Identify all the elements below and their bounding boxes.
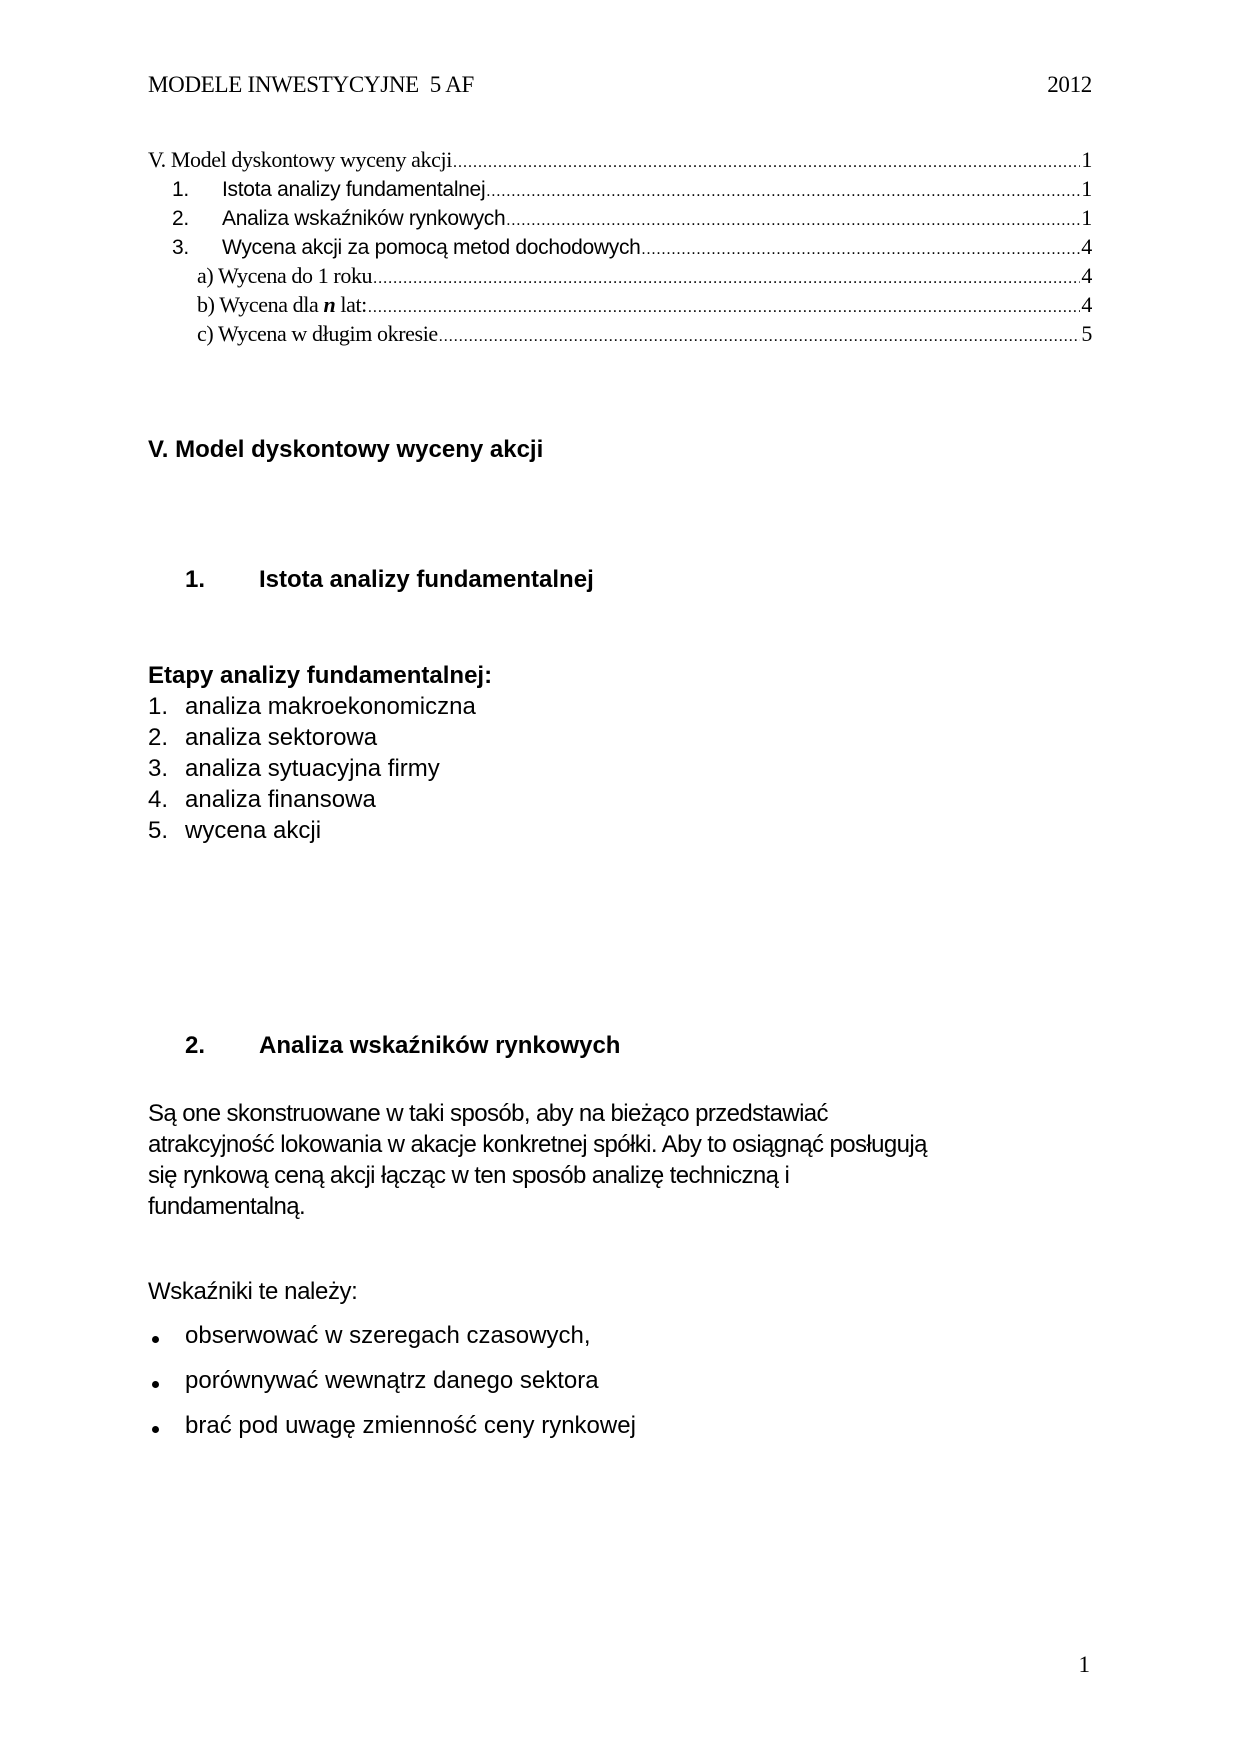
list-item-text: porównywać wewnątrz danego sektora <box>185 1367 599 1394</box>
header-year: 2012 <box>1047 72 1092 97</box>
toc-label-prefix: b) Wycena dla <box>197 292 324 317</box>
toc-entry-page: 1 <box>1081 176 1092 201</box>
list-item <box>148 693 492 724</box>
subsection-heading <box>185 566 594 594</box>
toc-entry[interactable] <box>148 234 1092 263</box>
toc-leader-dots <box>486 183 1080 201</box>
toc-leader-dots <box>453 154 1080 172</box>
section-title: V. Model dyskontowy wyceny akcji <box>148 436 544 463</box>
toc-entry[interactable] <box>148 176 1092 205</box>
toc-label-italic: n <box>323 292 336 317</box>
subsection-number: 2. <box>185 1032 206 1059</box>
list-item <box>148 1322 636 1367</box>
toc-leader-dots <box>439 328 1081 346</box>
toc-leader-dots <box>642 241 1081 259</box>
header-title: MODELE INWESTYCYJNE 5 AF <box>148 72 474 97</box>
list-item-text: brać pod uwagę zmienność ceny rynkowej <box>185 1412 636 1439</box>
stages-heading: Etapy analizy fundamentalnej: <box>148 662 493 689</box>
toc-entry-label: Istota analizy fundamentalnej <box>222 178 486 201</box>
toc-entry-page: 4 <box>1081 263 1092 288</box>
toc-entry-label: Analiza wskaźników rynkowych <box>222 207 506 230</box>
list-item-text: analiza makroekonomiczna <box>185 693 476 720</box>
toc-entry-label: Wycena akcji za pomocą metod dochodowych <box>222 236 641 259</box>
subsection-heading <box>185 1032 620 1060</box>
toc-entry-label <box>197 292 367 318</box>
toc-entry-page: 4 <box>1081 234 1092 259</box>
list-item <box>148 786 492 817</box>
body-paragraph <box>148 1098 1098 1222</box>
toc-entry[interactable] <box>148 205 1092 234</box>
bullet-icon <box>148 1367 185 1397</box>
subsection-title: Istota analizy fundamentalnej <box>259 566 594 593</box>
toc-leader-dots <box>506 212 1080 230</box>
list-item-text: analiza finansowa <box>185 786 376 813</box>
list-item-text: wycena akcji <box>185 817 322 844</box>
toc-entry-page: 1 <box>1081 147 1092 172</box>
toc-entry-page: 1 <box>1081 205 1092 230</box>
stages-list <box>148 662 492 848</box>
page-header <box>148 72 1092 102</box>
list-item-number: 2. <box>148 724 169 751</box>
toc-leader-dots <box>373 270 1080 288</box>
toc-entry-number: 1. <box>172 178 189 201</box>
subsection-number: 1. <box>185 566 206 593</box>
toc-entry-label: a) Wycena do 1 roku <box>197 263 373 288</box>
list-item-text: analiza sytuacyjna firmy <box>185 755 440 782</box>
toc-entry-label: c) Wycena w długim okresie <box>197 321 438 346</box>
list-item-text: analiza sektorowa <box>185 724 378 751</box>
toc-entry[interactable] <box>148 263 1092 292</box>
table-of-contents <box>148 147 1092 350</box>
toc-entry-label: V. Model dyskontowy wyceny akcji <box>148 147 452 172</box>
list-item <box>148 1367 636 1412</box>
list-item-text: obserwować w szeregach czasowych, <box>185 1322 591 1349</box>
list-item-number: 1. <box>148 693 169 720</box>
list-item-number: 4. <box>148 786 169 813</box>
list-item <box>148 1412 636 1457</box>
list-item <box>148 755 492 786</box>
list-item-number: 5. <box>148 817 169 844</box>
page-number: 1 <box>1078 1652 1090 1677</box>
toc-entry[interactable] <box>148 292 1092 321</box>
indicators-lead: Wskaźniki te należy: <box>148 1278 358 1305</box>
paragraph-line: atrakcyjność lokowania w akacje konkretnej spółki. Aby to osiągnąć posługują <box>148 1131 927 1158</box>
subsection-title: Analiza wskaźników rynkowych <box>259 1032 621 1059</box>
bullet-icon <box>148 1412 185 1442</box>
toc-entry[interactable] <box>148 321 1092 350</box>
toc-entry-page: 5 <box>1081 321 1092 346</box>
toc-entry-number: 2. <box>172 207 189 230</box>
paragraph-line: Są one skonstruowane w taki sposób, aby na bieżąco przedstawiać <box>148 1100 828 1127</box>
toc-entry-number: 3. <box>172 236 189 259</box>
paragraph-line: się rynkową ceną akcji łącząc w ten sposób analizę techniczną i <box>148 1162 790 1189</box>
paragraph-line: fundamentalną. <box>148 1193 306 1220</box>
list-item <box>148 817 492 848</box>
list-item-number: 3. <box>148 755 169 782</box>
list-item <box>148 724 492 755</box>
bullet-icon <box>148 1322 185 1352</box>
toc-entry[interactable] <box>148 147 1092 176</box>
toc-entry-page: 4 <box>1081 292 1092 317</box>
toc-label-suffix: lat: <box>335 292 367 317</box>
toc-leader-dots <box>368 299 1080 317</box>
indicators-list <box>148 1322 636 1457</box>
